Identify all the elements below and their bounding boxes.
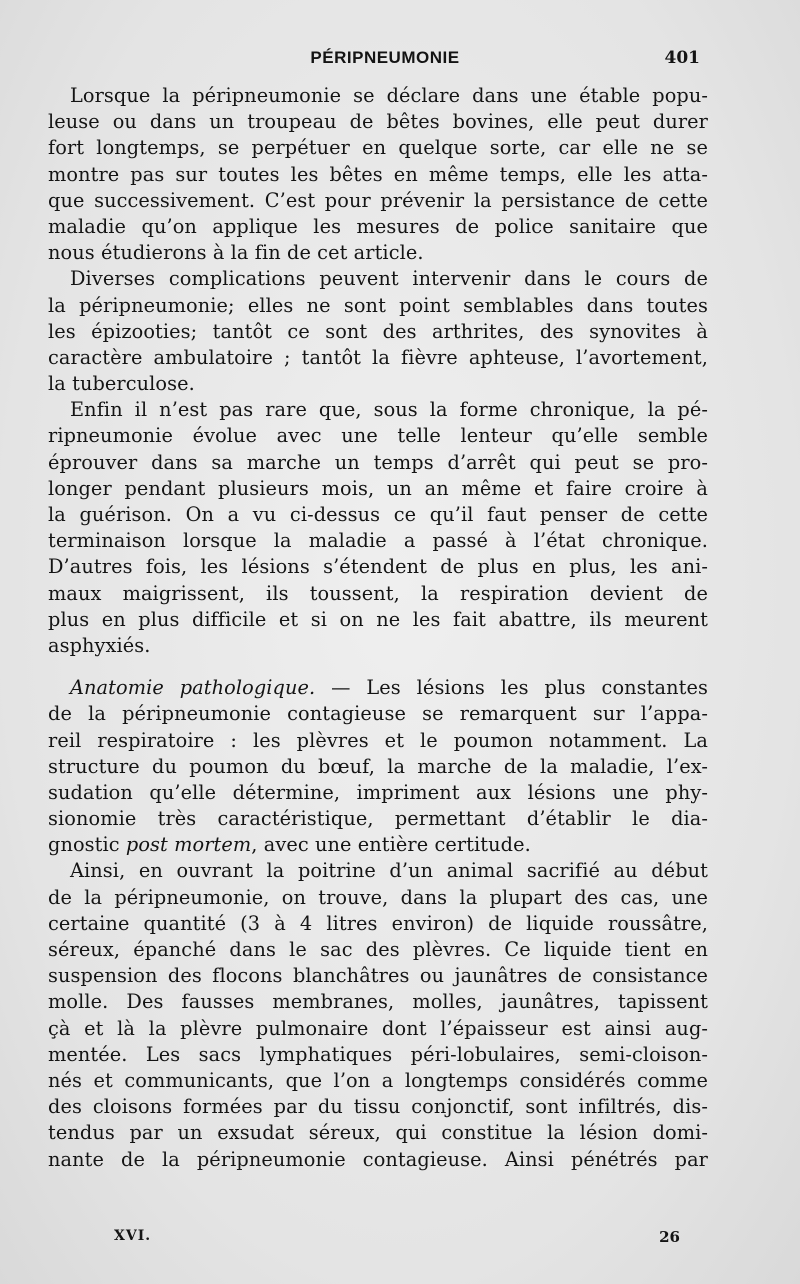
text-line: plus en plus difficile et si on ne les fait abattre, ils meurent xyxy=(48,607,708,631)
text-line: mentée. Les sacs lymphatiques péri-lobulaires, semi-cloison- xyxy=(48,1042,708,1066)
page-header xyxy=(60,48,710,74)
text-line: tendus par un exsudat séreux, qui constitue la lésion domi- xyxy=(48,1121,708,1145)
text-line: leuse ou dans un troupeau de bêtes bovines, elle peut durer xyxy=(48,110,708,134)
text-line: maladie qu’on applique les mesures de police sanitaire que xyxy=(48,214,708,238)
text-line: Lorsque la péripneumonie se déclare dans une étable popu- xyxy=(70,84,708,107)
running-head: PÉRIPNEUMONIE xyxy=(310,48,460,67)
text-run: , avec une entière certitude. xyxy=(251,833,531,857)
text-line: structure du poumon du bœuf, la marche de la maladie, l’ex- xyxy=(48,754,708,778)
text-line: de la péripneumonie contagieuse se remarquent sur l’appa- xyxy=(48,702,708,726)
italic-term: post mortem xyxy=(125,833,252,857)
text-line: la guérison. On a vu ci-dessus ce qu’il faut penser de cette xyxy=(48,503,708,526)
section-spacer xyxy=(48,659,708,675)
section-title: Anatomie pathologique. xyxy=(70,676,316,700)
text-line: Enfin il n’est pas rare que, sous la forme chronique, la pé- xyxy=(70,398,708,422)
text-line: terminaison lorsque la maladie a passé à l’état chronique. xyxy=(48,529,708,553)
paragraph xyxy=(48,858,708,1172)
text-line: les épizooties; tantôt ce sont des arthrites, des synovites à xyxy=(48,319,708,343)
sheet-number: 26 xyxy=(659,1228,680,1246)
text-line: caractère ambulatoire ; tantôt la fièvre aphteuse, l’avortement, xyxy=(48,345,708,369)
text-line: que successivement. C’est pour prévenir la persistance de cette xyxy=(48,188,708,212)
text-line xyxy=(48,832,708,858)
text-line: sionomie très caractéristique, permettant d’établir le dia- xyxy=(48,807,708,831)
text-line: suspension des flocons blanchâtres ou jaunâtres de consistance xyxy=(48,964,708,988)
text-line: fort longtemps, se perpétuer en quelque sorte, car elle ne se xyxy=(48,136,708,160)
text-line: maux maigrissent, ils toussent, la respiration devient de xyxy=(48,581,708,605)
text-run: gnostic xyxy=(48,833,126,857)
text-line: montre pas sur toutes les bêtes en même temps, elle les atta- xyxy=(48,162,708,186)
signature-mark: XVI. xyxy=(114,1228,152,1244)
text-line: molle. Des fausses membranes, molles, jaunâtres, tapissent xyxy=(48,990,708,1014)
text-line: de la péripneumonie, on trouve, dans la plupart des cas, une xyxy=(48,885,708,909)
text-line: des cloisons formées par du tissu conjonctif, sont infiltrés, dis- xyxy=(48,1095,708,1119)
text-line: sudation qu’elle détermine, impriment aux lésions une phy- xyxy=(48,780,708,804)
text-line: nés et communicants, que l’on a longtemps considérés comme xyxy=(48,1068,708,1092)
paragraph xyxy=(48,83,708,266)
text-line: nous étudierons à la fin de cet article. xyxy=(48,241,424,265)
body-text xyxy=(48,83,708,1173)
text-line xyxy=(48,675,708,701)
text-line: nante de la péripneumonie contagieuse. Ainsi pénétrés par xyxy=(48,1147,708,1171)
text-line: D’autres fois, les lésions s’étendent de plus en plus, les ani- xyxy=(48,555,708,579)
text-line: asphyxiés. xyxy=(48,633,151,657)
text-run: — Les lésions les plus constantes xyxy=(315,676,708,700)
text-line: ripneumonie évolue avec une telle lenteur qu’elle semble xyxy=(48,424,708,448)
text-line: certaine quantité (3 à 4 litres environ) de liquide roussâtre, xyxy=(48,911,708,935)
paragraph xyxy=(48,397,708,659)
text-line: çà et là la plèvre pulmonaire dont l’épaisseur est ainsi aug- xyxy=(48,1016,708,1040)
text-line: séreux, épanché dans le sac des plèvres. Ce liquide tient en xyxy=(48,938,708,961)
paragraph xyxy=(48,266,708,397)
text-line: longer pendant plusieurs mois, un an même et faire croire à xyxy=(48,476,708,500)
text-line: reil respiratoire : les plèvres et le poumon notamment. La xyxy=(48,728,708,752)
text-line: la péripneumonie; elles ne sont point semblables dans toutes xyxy=(48,293,708,317)
page-number: 401 xyxy=(664,48,700,68)
text-line: Ainsi, en ouvrant la poitrine d’un animal sacrifié au début xyxy=(70,859,708,883)
text-line: la tuberculose. xyxy=(48,372,195,396)
page-footer xyxy=(60,1228,680,1252)
paragraph xyxy=(48,675,708,858)
text-line: éprouver dans sa marche un temps d’arrêt qui peut se pro- xyxy=(48,450,708,474)
text-line: Diverses complications peuvent intervenir dans le cours de xyxy=(70,267,708,291)
